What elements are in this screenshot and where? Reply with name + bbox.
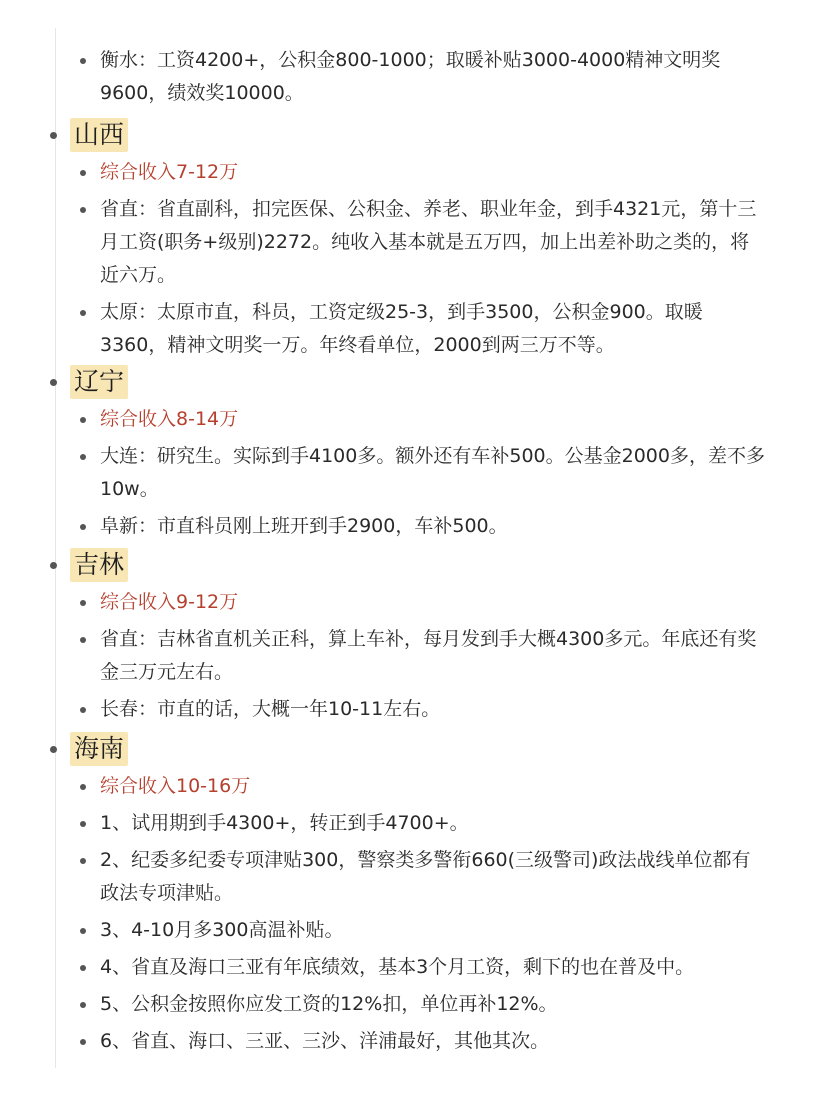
item-text: 阜新：市直科员刚上班开到手2900，车补500。	[100, 515, 508, 537]
section-heading: 吉林	[70, 548, 128, 582]
item-text: 4、省直及海口三亚有年底绩效，基本3个月工资，剩下的也在普及中。	[100, 956, 695, 978]
item-text: 衡水：工资4200+，公积金800-1000；取暖补贴3000-4000精神文明奖9600，绩效奖10000。	[100, 49, 721, 104]
section-bullet	[50, 132, 57, 139]
summary-item	[0, 403, 828, 436]
bullet-dot	[80, 965, 86, 971]
section-bullet	[50, 379, 57, 386]
summary-text: 综合收入7-12万	[100, 161, 239, 183]
item-text: 太原：太原市直，科员，工资定级25-3，到手3500，公积金900。取暖3360，精神文明奖一万。年终看单位，2000到两三万不等。	[100, 301, 703, 356]
bullet-dot	[80, 417, 86, 423]
bullet-dot	[80, 1002, 86, 1008]
list-item	[0, 693, 828, 726]
bullet-dot	[80, 58, 86, 64]
bullet-dot	[80, 784, 86, 790]
summary-text: 综合收入8-14万	[100, 408, 239, 430]
list-item	[0, 623, 828, 689]
item-text: 省直：吉林省直机关正科，算上车补，每月发到手大概4300多元。年底还有奖金三万元左右。	[100, 628, 757, 683]
list-item	[0, 440, 828, 506]
summary-item	[0, 156, 828, 189]
item-text: 长春：市直的话，大概一年10-11左右。	[100, 698, 441, 720]
list-item	[0, 1025, 828, 1058]
bullet-dot	[80, 524, 86, 530]
bullet-dot	[80, 207, 86, 213]
item-text: 大连：研究生。实际到手4100多。额外还有车补500。公基金2000多，差不多10w。	[100, 445, 765, 500]
item-text: 3、4-10月多300高温补贴。	[100, 919, 344, 941]
list-item	[0, 951, 828, 984]
bullet-dot	[80, 1039, 86, 1045]
section-heading: 山西	[70, 118, 128, 152]
bullet-dot	[80, 928, 86, 934]
section-heading: 辽宁	[70, 365, 128, 399]
section-hainan	[0, 730, 828, 1062]
bullet-dot	[80, 310, 86, 316]
bullet-dot	[80, 600, 86, 606]
list-item	[0, 844, 828, 910]
bullet-dot	[80, 858, 86, 864]
section-bullet	[50, 562, 57, 569]
item-text: 省直：省直副科，扣完医保、公积金、养老、职业年金，到手4321元，第十三月工资(职务+级别)2272。纯收入基本就是五万四，加上出差补助之类的，将近六万。	[100, 198, 757, 286]
summary-item	[0, 770, 828, 803]
list-item	[0, 193, 828, 292]
item-text: 6、省直、海口、三亚、三沙、洋浦最好，其他其次。	[100, 1030, 550, 1052]
bullet-dot	[80, 454, 86, 460]
list-item	[0, 510, 828, 543]
section-liaoning	[0, 363, 828, 547]
section-heading: 海南	[70, 732, 128, 766]
summary-text: 综合收入9-12万	[100, 591, 239, 613]
bullet-dot	[80, 637, 86, 643]
summary-text: 综合收入10-16万	[100, 775, 251, 797]
summary-item	[0, 586, 828, 619]
list-item	[0, 914, 828, 947]
section-shanxi	[0, 116, 828, 366]
bullet-dot	[80, 821, 86, 827]
section-jilin	[0, 546, 828, 730]
list-item	[0, 988, 828, 1021]
item-text: 2、纪委多纪委专项津贴300，警察类多警衔660(三级警司)政法战线单位都有政法专项津贴。	[100, 849, 751, 904]
list-item	[0, 807, 828, 840]
list-item-hengshui	[0, 44, 828, 110]
bullet-dot	[80, 170, 86, 176]
section-bullet	[50, 746, 57, 753]
item-text: 1、试用期到手4300+，转正到手4700+。	[100, 812, 469, 834]
bullet-dot	[80, 707, 86, 713]
list-item	[0, 296, 828, 362]
item-text: 5、公积金按照你应发工资的12%扣，单位再补12%。	[100, 993, 558, 1015]
hengshui-region	[0, 44, 828, 114]
